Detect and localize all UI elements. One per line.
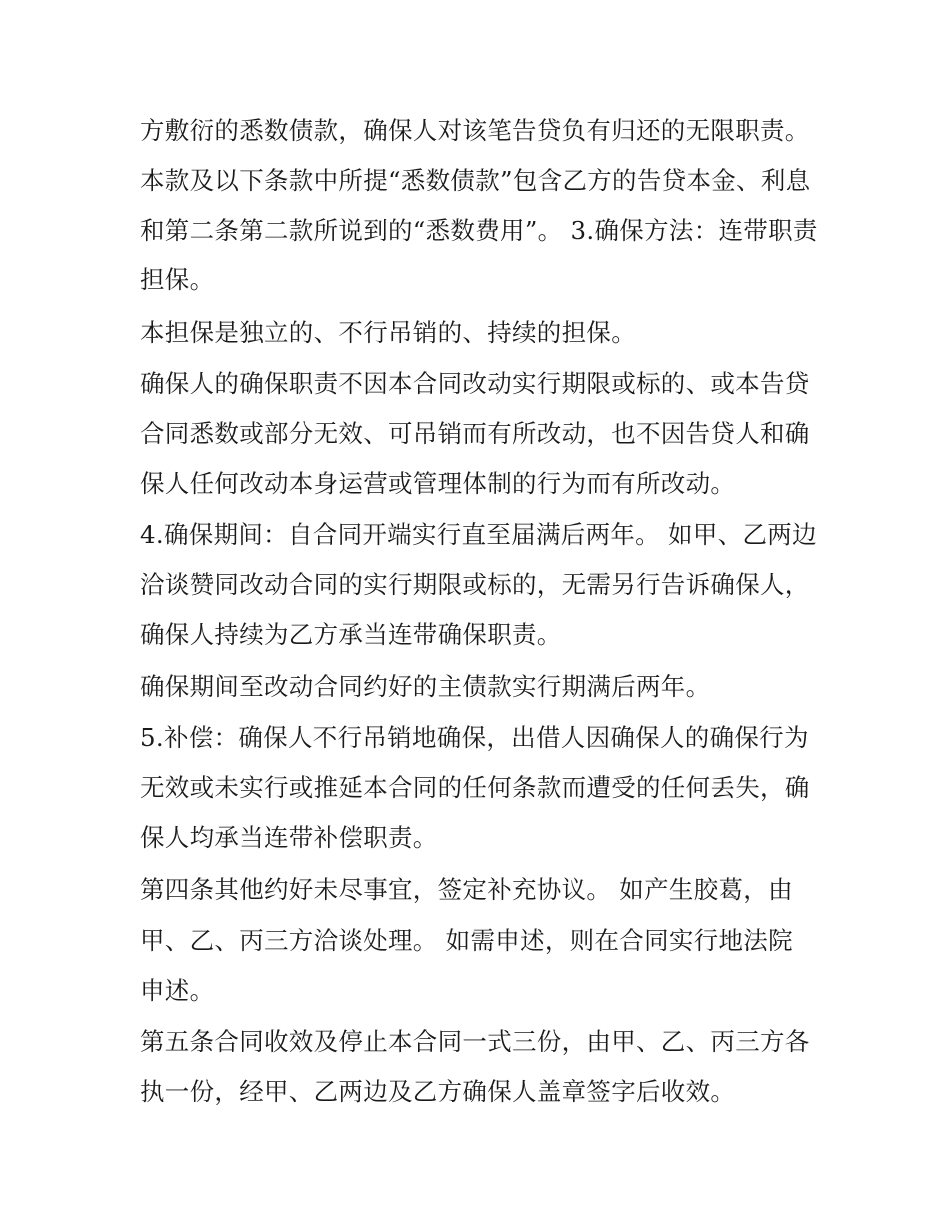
text-line: 合同悉数或部分无效、可吊销而有所改动，也不因告贷人和确 — [140, 419, 810, 448]
text-line: 方敷衍的悉数债款，确保人对该笔告贷负有归还的无限职责。 — [140, 116, 810, 145]
text-line: 保人均承当连带补偿职责。 — [140, 823, 438, 852]
text-line: 担保。 — [140, 265, 215, 294]
text-line: 申述。 — [140, 976, 215, 1005]
text-line: 5.补偿：确保人不行吊销地确保，出借人因确保人的确保行为 — [140, 723, 809, 752]
text-line: 洽谈赞同改动合同的实行期限或标的，无需另行告诉确保人， — [140, 570, 810, 599]
text-line: 本担保是独立的、不行吊销的、持续的担保。 — [140, 318, 636, 347]
text-line: 确保人的确保职责不因本合同改动实行期限或标的、或本告贷 — [140, 369, 810, 398]
text-line: 和第二条第二款所说到的“悉数费用”。 3.确保方法：连带职责 — [140, 216, 818, 245]
text-line: 甲、乙、丙三方洽谈处理。 如需申述，则在合同实行地法院 — [140, 926, 793, 955]
text-line: 第四条其他约好未尽事宜，签定补充协议。 如产生胶葛，由 — [140, 875, 793, 904]
text-line: 执一份，经甲、乙两边及乙方确保人盖章签字后收效。 — [140, 1077, 736, 1106]
text-line: 无效或未实行或推延本合同的任何条款而遭受的任何丢失，确 — [140, 773, 810, 802]
text-line: 第五条合同收效及停止本合同一式三份，由甲、乙、丙三方各 — [140, 1027, 810, 1056]
text-line: 本款及以下条款中所提“悉数债款”包含乙方的告贷本金、利息 — [140, 166, 811, 195]
text-line: 确保人持续为乙方承当连带确保职责。 — [140, 620, 562, 649]
text-line: 确保期间至改动合同约好的主债款实行期满后两年。 — [140, 672, 711, 701]
text-line: 保人任何改动本身运营或管理体制的行为而有所改动。 — [140, 469, 736, 498]
text-line: 4.确保期间：自合同开端实行直至届满后两年。 如甲、乙两边 — [140, 520, 817, 549]
